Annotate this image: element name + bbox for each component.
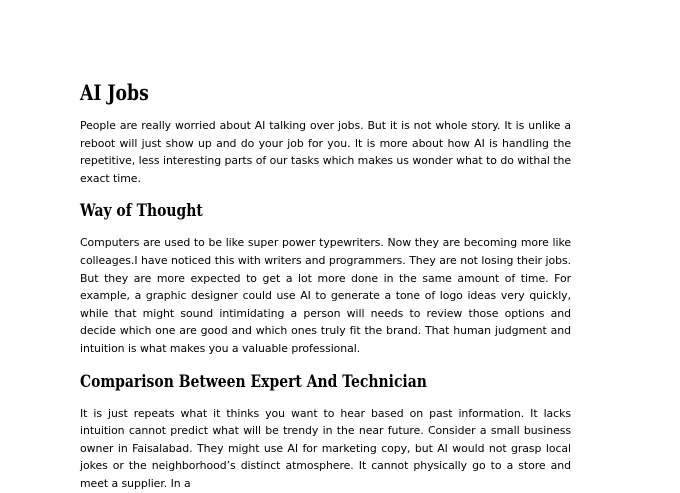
document-body xyxy=(80,78,571,493)
section-heading-comparison: Comparison Between Expert And Technician xyxy=(80,371,427,392)
section-paragraph-ai-jobs: People are really worried about AI talking over jobs. But it is not whole story. It is unlike a reboot will just show up and do your job for you. It is more about how AI is handling the repetitive, less interesting parts of our tasks which makes us wonder what to do withal the exact time. xyxy=(80,119,571,185)
section-heading-ai-jobs: AI Jobs xyxy=(80,80,149,105)
section-paragraph-way-of-thought: Computers are used to be like super power typewriters. Now they are becoming more like colleages.I have noticed this with writers and programmers. They are not losing their jobs. But they are more expected to get a lot more done in the same amount of time. For example, a graphic designer could use AI to generate a tone of logo ideas very quickly, while that might sound intimidating a person will needs to review those options and decide which one are good and which ones truly fit the brand. That human judgment and intuition is what makes you a valuable professional. xyxy=(80,236,571,355)
section-paragraph-comparison: It is just repeats what it thinks you want to hear based on past information. It lacks intuition cannot predict what will be trendy in the near future. Consider a small business owner in Faisalabad. They might use AI for marketing copy, but AI would not grasp local jokes or the neighborhood’s distinct atmosphere. It cannot physically go to a store and meet a supplier. In a xyxy=(80,406,571,490)
section-heading-way-of-thought: Way of Thought xyxy=(80,201,203,222)
